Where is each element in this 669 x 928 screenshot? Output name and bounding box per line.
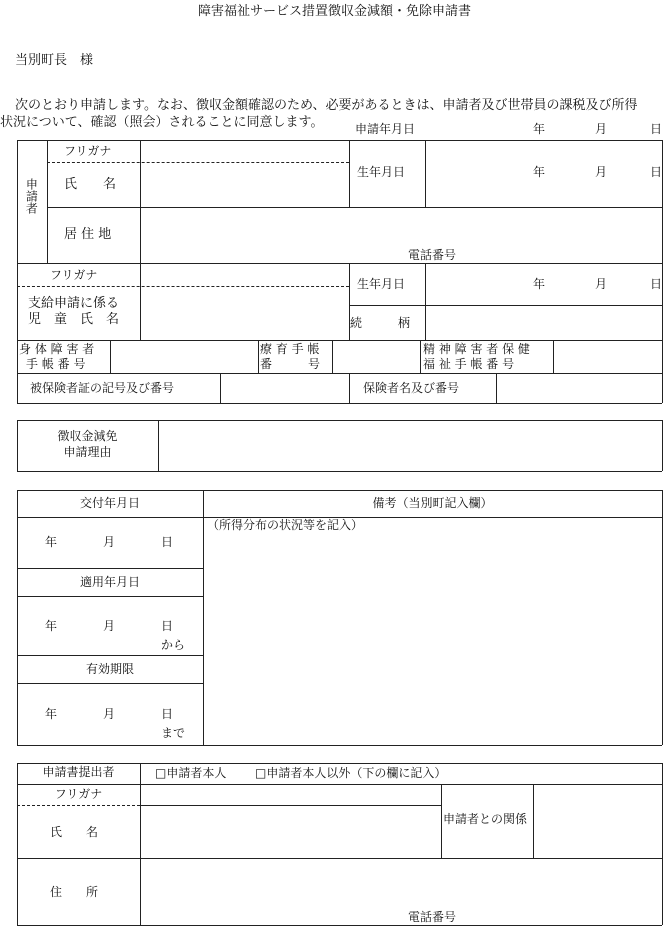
child-name-label-2: 児 童 氏 名 (28, 312, 120, 327)
apply-date-label: 適用年月日 (79, 575, 140, 589)
insurance-card-input[interactable] (221, 374, 348, 402)
child-furigana-label: フリガナ (50, 268, 98, 282)
issue-date-label: 交付年月日 (79, 496, 140, 510)
addressee: 当別町長 様 (15, 53, 94, 68)
child-name-label-1: 支給申請に係る (28, 296, 120, 311)
mental-handbook-label-2: 福 祉 手 帳 番 号 (423, 357, 515, 371)
ryoiku-handbook-label-2: 番 号 (260, 357, 321, 371)
application-date-day[interactable]: 日 (650, 122, 663, 136)
application-date-label: 申請年月日 (355, 122, 416, 136)
remarks-note: （所得分布の状況等を記入） (207, 518, 364, 532)
child-birth-day[interactable]: 日 (650, 277, 663, 291)
child-birth-year[interactable]: 年 (533, 277, 546, 291)
submitter-label: 申請書提出者 (42, 765, 115, 779)
child-relationship-label: 続 柄 (350, 316, 411, 330)
insurer-label: 保険者名及び番号 (363, 381, 460, 395)
issue-year: 年 (45, 535, 58, 549)
submitter-self-checkbox[interactable]: □申請者本人 (155, 766, 227, 780)
applicant-birth-day[interactable]: 日 (650, 165, 663, 179)
validity-month: 月 (103, 707, 116, 721)
reason-label-2: 申請理由 (63, 445, 112, 459)
applicant-name-input[interactable] (141, 163, 348, 206)
submitter-other-checkbox[interactable]: □申請者本人以外（下の欄に記入） (255, 766, 447, 780)
applicant-furigana-input[interactable] (141, 141, 348, 161)
submitter-name-input[interactable] (141, 806, 440, 857)
submitter-phone-label: 電話番号 (408, 910, 457, 924)
ryoiku-handbook-input[interactable] (333, 341, 419, 372)
submitter-address-label: 住 所 (50, 885, 99, 899)
apply-day: 日 (161, 619, 174, 633)
form-title: 障害福祉サービス措置徴収金減額・免除申請書 (197, 4, 471, 19)
submitter-relationship-input[interactable] (534, 785, 661, 857)
mental-handbook-input[interactable] (554, 341, 661, 372)
submitter-address-input[interactable] (141, 859, 661, 924)
issue-day: 日 (161, 535, 174, 549)
application-date-year[interactable]: 年 (533, 122, 546, 136)
apply-from: から (161, 638, 186, 652)
physical-handbook-input[interactable] (111, 341, 257, 372)
apply-month: 月 (103, 619, 116, 633)
ryoiku-handbook-label-1: 療 育 手 帳 (260, 342, 320, 356)
validity-label: 有効期限 (85, 662, 134, 676)
reason-label-1: 徴収金減免 (57, 429, 118, 443)
applicant-furigana-label: フリガナ (64, 144, 112, 158)
submitter-name-label: 氏 名 (50, 825, 99, 839)
applicant-group-label: 申請者 (24, 178, 39, 214)
mental-handbook-label-1: 精 神 障 害 者 保 健 (423, 342, 530, 356)
applicant-birth-month[interactable]: 月 (595, 165, 608, 179)
child-birth-month[interactable]: 月 (595, 277, 608, 291)
child-relationship-input[interactable] (426, 306, 661, 339)
intro-text-2: 状況について、確認（照会）されることに同意します。 (0, 115, 324, 130)
submitter-furigana-input[interactable] (141, 785, 440, 804)
validity-day: 日 (161, 707, 174, 721)
child-birthdate-label: 生年月日 (357, 277, 406, 291)
reason-input[interactable] (159, 421, 661, 470)
validity-year: 年 (45, 707, 58, 721)
applicant-birthdate-label: 生年月日 (357, 165, 406, 179)
submitter-relationship-label: 申請者との関係 (443, 812, 528, 826)
applicant-phone-label: 電話番号 (408, 248, 457, 262)
apply-year: 年 (45, 619, 58, 633)
submitter-furigana-label: フリガナ (54, 787, 103, 801)
validity-until: まで (161, 726, 186, 740)
insurance-card-label: 被保険者証の記号及び番号 (30, 381, 175, 395)
applicant-birth-year[interactable]: 年 (533, 165, 546, 179)
applicant-address-input[interactable] (141, 208, 661, 262)
applicant-address-label: 居 住 地 (64, 227, 112, 242)
intro-text-1: 次のとおり申請します。なお、徴収金額確認のため、必要があるときは、申請者及び世帯員の課税及び所得 (15, 98, 638, 113)
issue-month: 月 (103, 535, 116, 549)
child-furigana-input[interactable] (141, 264, 348, 285)
insurer-input[interactable] (497, 374, 661, 402)
physical-handbook-label-1: 身 体 障 害 者 (19, 342, 95, 356)
physical-handbook-label-2: 手 帳 番 号 (26, 357, 86, 371)
application-date-month[interactable]: 月 (595, 122, 608, 136)
child-name-input[interactable] (141, 287, 348, 339)
remarks-label: 備考（当別町記入欄） (372, 496, 493, 510)
applicant-name-label: 氏 名 (64, 177, 117, 192)
